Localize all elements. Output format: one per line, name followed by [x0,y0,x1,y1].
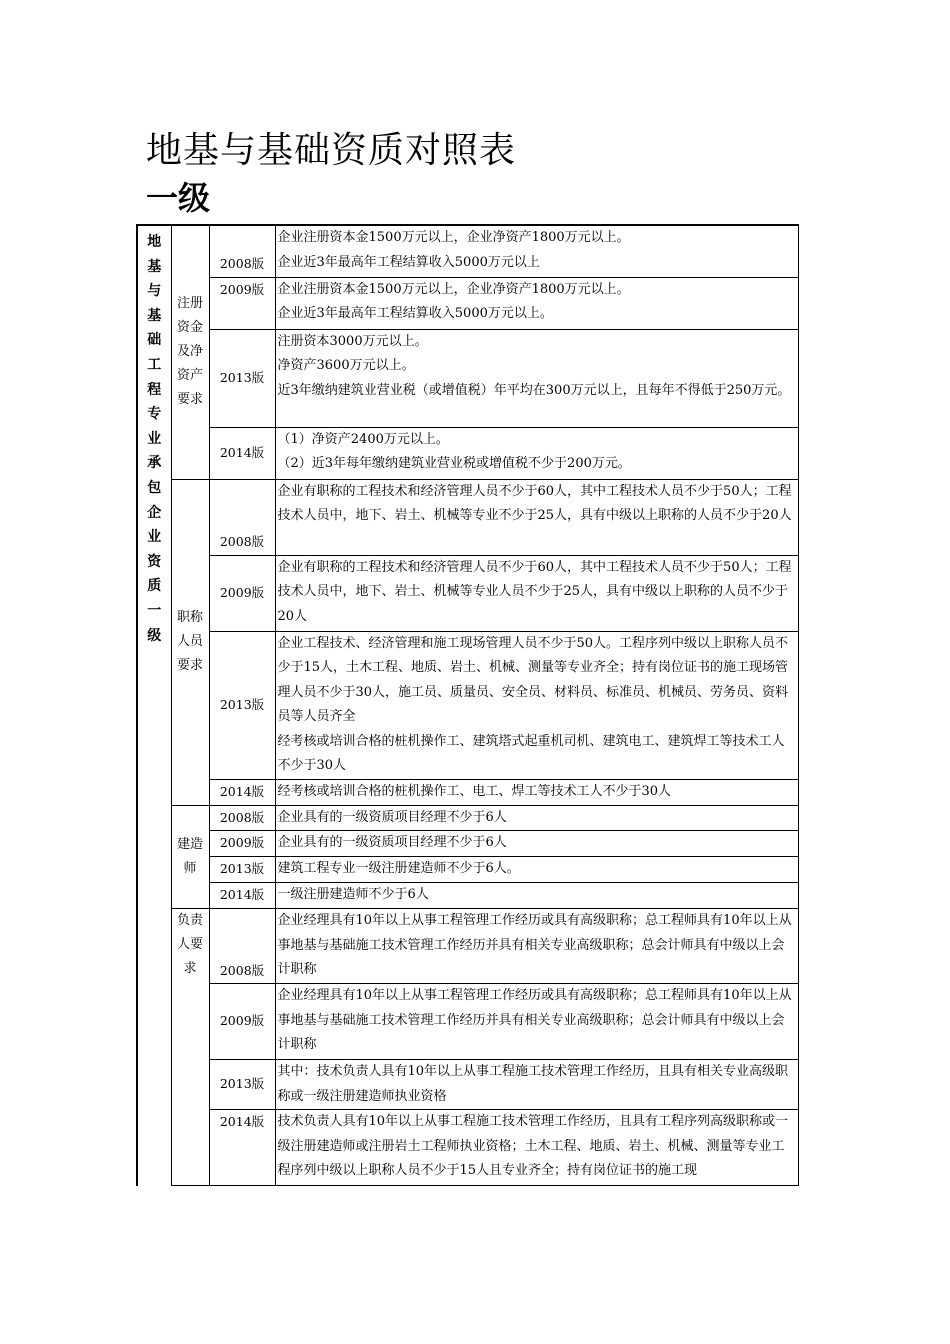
requirement-text [275,329,798,427]
requirement-line: 企业具有的一级资质项目经理不少于6人 [277,809,507,825]
version-label: 2013版 [209,1060,275,1110]
version-label: 2009版 [209,984,275,1060]
requirement-line: 经考核或培训合格的桩机操作工、建筑塔式起重机司机、建筑电工、建筑焊工等技术工人不少于30人 [277,733,785,773]
version-label: 2009版 [209,555,275,631]
version-label: 2009版 [209,831,275,857]
version-label: 2014版 [209,1110,275,1186]
capital-row [137,225,798,277]
requirement-line: 建筑工程专业一级注册建造师不少于6人。 [277,861,520,876]
version-label: 2013版 [209,857,275,883]
requirement-text [275,805,798,831]
requirement-line: 其中：技术负责人具有10年以上从事工程施工技术管理工作经历，且具有相关专业高级职称或一级注册建造师执业资格 [277,1064,789,1104]
qualification-table-body [137,225,798,1186]
requirement-line: 企业注册资本金1500万元以上，企业净资产1800万元以上。 [277,281,630,297]
leader-row [137,984,798,1060]
requirement-line: 经考核或培训合格的桩机操作工、电工、焊工等技术工人不少于30人 [277,783,672,799]
leader-row [137,1110,798,1186]
version-label: 2009版 [209,277,275,329]
builder-row [137,831,798,857]
version-label: 2008版 [209,909,275,984]
requirement-line: 企业有职称的工程技术和经济管理人员不少于60人，其中工程技术人员不少于50人；工程技术人员中，地下、岩土、机械等专业不少于25人，具有中级以上职称的人员不少于20人 [277,483,792,523]
staff-row [137,779,798,805]
builder-row [137,883,798,909]
requirement-line: 企业具有的一级资质项目经理不少于6人 [277,835,507,850]
category-leader [171,909,209,1186]
category-label: 注册资金及净资产要求 [176,296,203,408]
requirement-text [275,1110,798,1186]
requirement-text [275,831,798,857]
staff-row [137,479,798,555]
requirement-line: 技术负责人具有10年以上从事工程施工技术管理工作经历，且具有工程序列高级职称或一级注册建造师或注册岩土工程师执业资格；土木工程、地质、岩土、机械、测量等专业工程序列中级以上职称人员不少于15人且专业齐全；持有岗位证书的施工现 [277,1114,789,1178]
staff-row [137,555,798,631]
requirement-line: 企业工程技术、经济管理和施工现场管理人员不少于50人。工程序列中级以上职称人员不少于15人，土木工程、地质、岩土、机械、测量等专业齐全；持有岗位证书的施工现场管理人员不少于30人，施工员、质量员、安全员、材料员、标准员、机械员、劳务员、资料员等人员齐全 [277,635,789,724]
requirement-line: 企业有职称的工程技术和经济管理人员不少于60人，其中工程技术人员不少于50人；工程技术人员中，地下、岩土、机械等专业人员不少于25人，具有中级以上职称的人员不少于20人 [277,559,792,624]
requirement-line: （1）净资产2400万元以上。 [277,431,449,447]
capital-row [137,277,798,329]
version-label: 2008版 [209,805,275,831]
requirement-line: 注册资本3000万元以上。 [277,333,428,349]
requirement-text [275,857,798,883]
category-builder [171,805,209,909]
builder-row [137,857,798,883]
category-label: 负责人要求 [176,913,203,976]
version-label: 2013版 [209,631,275,779]
version-label: 2008版 [209,225,275,277]
version-label: 2014版 [209,883,275,909]
requirement-text [275,479,798,555]
requirement-text [275,1060,798,1110]
main-category-label [137,225,171,1186]
version-label: 2014版 [209,779,275,805]
version-label: 2008版 [209,479,275,555]
builder-row [137,805,798,831]
requirement-text [275,631,798,779]
qualification-table [136,224,799,1186]
leader-row [137,909,798,984]
requirement-line: 净资产3600万元以上。 [277,358,415,373]
requirement-line: 企业近3年最高年工程结算收入5000万元以上。 [277,306,553,321]
document-title: 地基与基础资质对照表 [146,130,517,171]
category-capital [171,225,209,479]
requirement-text [275,277,798,329]
category-staff [171,479,209,805]
requirement-line: 企业经理具有10年以上从事工程管理工作经历或具有高级职称；总工程师具有10年以上从事地基与基础施工技术管理工作经历并具有相关专业高级职称；总会计师具有中级以上会计职称 [277,913,792,977]
requirement-text [275,555,798,631]
requirement-text [275,779,798,805]
version-label: 2014版 [209,427,275,479]
requirement-text [275,909,798,984]
version-label: 2013版 [209,329,275,427]
requirement-line: 企业经理具有10年以上从事工程管理工作经历或具有高级职称；总工程师具有10年以上从事地基与基础施工技术管理工作经历并具有相关专业高级职称；总会计师具有中级以上会计职称 [277,988,792,1052]
document-subtitle: 一级 [146,179,211,217]
staff-row [137,631,798,779]
requirement-text [275,225,798,277]
main-category-text: 地基与基础工程专业承包企业资质一级 [147,234,162,644]
category-label: 职称人员要求 [176,610,203,673]
category-label: 建造师 [176,836,203,876]
requirement-text [275,427,798,479]
requirement-line: （2）近3年每年缴纳建筑业营业税或增值税不少于200万元。 [277,456,631,471]
capital-row [137,427,798,479]
leader-row [137,1060,798,1110]
requirement-line: 企业近3年最高年工程结算收入5000万元以上 [277,254,540,270]
requirement-line: 近3年缴纳建筑业营业税（或增值税）年平均在300万元以上，且每年不得低于250万元。 [277,382,791,398]
requirement-line: 企业注册资本金1500万元以上，企业净资产1800万元以上。 [277,230,630,245]
requirement-text [275,984,798,1060]
capital-row [137,329,798,427]
requirement-text [275,883,798,909]
requirement-line: 一级注册建造师不少于6人 [277,887,429,902]
